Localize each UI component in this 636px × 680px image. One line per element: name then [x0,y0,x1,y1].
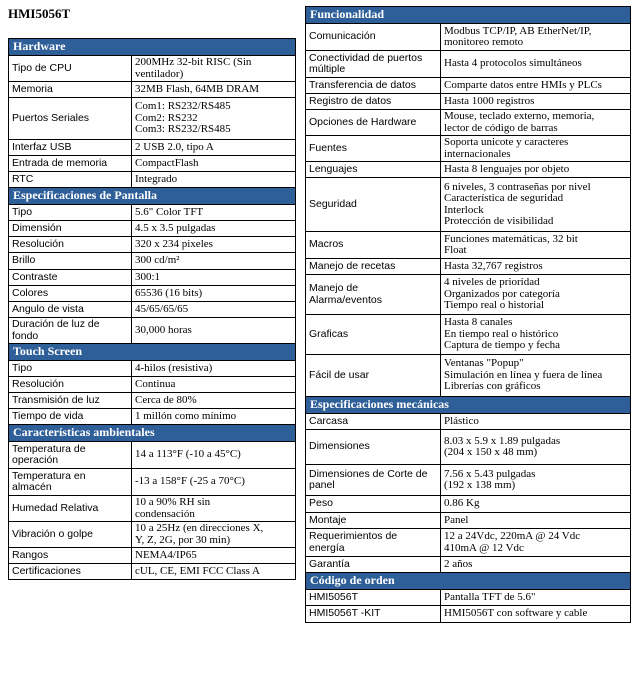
spec-label: Graficas [306,315,441,355]
spec-row [9,393,296,409]
spec-label: Contraste [9,270,132,286]
spec-row [9,361,296,377]
spec-row [306,430,631,465]
spec-label: Interfaz USB [9,140,132,156]
left-spec-table [8,38,295,580]
section-header-funcionalidad [306,7,631,24]
spec-label: HMI5056T [306,590,441,606]
section-title: Touch Screen [9,344,296,361]
spec-label: Humedad Relativa [9,496,132,522]
document-title: HMI5056T [8,6,71,21]
spec-label: Requerimientos de energía [306,529,441,557]
section-title: Especificaciones mecánicas [306,397,631,414]
spec-label: Manejo de recetas [306,259,441,275]
spec-value: Mouse, teclado externo, memoria, lector de código de barras [441,110,631,136]
spec-row [9,377,296,393]
spec-value: 200MHz 32-bit RISC (Sin ventilador) [132,56,296,82]
spec-value: 4.5 x 3.5 pulgadas [132,221,296,237]
spec-label: Colores [9,286,132,302]
spec-label: Garantía [306,557,441,573]
spec-label: Fuentes [306,136,441,162]
spec-row [306,557,631,573]
spec-row [306,513,631,529]
spec-label: Tiempo de vida [9,409,132,425]
spec-value: 2 años [441,557,631,573]
spec-label: Brillo [9,253,132,270]
spec-row [9,156,296,172]
spec-label: RTC [9,172,132,188]
spec-value: -13 a 158°F (-25 a 70°C) [132,469,296,496]
section-header-especificaciones-de-pantalla [9,188,296,205]
spec-row [306,94,631,110]
spec-value: 2 USB 2.0, tipo A [132,140,296,156]
section-title: Especificaciones de Pantalla [9,188,296,205]
spec-row [306,529,631,557]
spec-row [306,136,631,162]
spec-row [9,522,296,548]
spec-row [9,172,296,188]
spec-label: Tipo de CPU [9,56,132,82]
spec-row [306,315,631,355]
spec-row [9,253,296,270]
spec-label: Carcasa [306,414,441,430]
spec-value: CompactFlash [132,156,296,172]
spec-value: 300 cd/m² [132,253,296,270]
section-header-caracteristicas-ambientales [9,425,296,442]
spec-label: Dimensiones [306,430,441,465]
spec-label: Duración de luz de fondo [9,318,132,344]
spec-label: Comunicación [306,24,441,51]
section-title: Hardware [9,39,296,56]
spec-value: Modbus TCP/IP, AB EtherNet/IP, monitoreo remoto [441,24,631,51]
spec-value: 5.6" Color TFT [132,205,296,221]
spec-value: Funciones matemáticas, 32 bit Float [441,232,631,259]
spec-label: HMI5056T -KIT [306,606,441,623]
spec-label: Manejo de Alarma/eventos [306,275,441,315]
spec-label: Angulo de vista [9,302,132,318]
spec-label: Entrada de memoria [9,156,132,172]
spec-label: Temperatura en almacén [9,469,132,496]
section-header-codigo-de-orden [306,573,631,590]
spec-value: 12 a 24Vdc, 220mA @ 24 Vdc 410mA @ 12 Vdc [441,529,631,557]
spec-value: Hasta 32,767 registros [441,259,631,275]
spec-value: 1 millón como mínimo [132,409,296,425]
spec-value: 7.56 x 5.43 pulgadas (192 x 138 mm) [441,465,631,496]
spec-row [306,496,631,513]
spec-value: Hasta 8 canales En tiempo real o histórico Captura de tiempo y fecha [441,315,631,355]
spec-row [9,56,296,82]
right-spec-table [305,6,630,623]
spec-row [306,51,631,78]
spec-row [306,178,631,232]
spec-value: Comparte datos entre HMIs y PLCs [441,78,631,94]
spec-value: 8.03 x 5.9 x 1.89 pulgadas (204 x 150 x 48 mm) [441,430,631,465]
spec-value: Plástico [441,414,631,430]
spec-value: 32MB Flash, 64MB DRAM [132,82,296,98]
spec-label: Fácil de usar [306,355,441,397]
spec-row [9,205,296,221]
spec-row [9,270,296,286]
spec-value: Pantalla TFT de 5.6" [441,590,631,606]
spec-row [306,232,631,259]
spec-label: Resolución [9,377,132,393]
spec-value: 4 niveles de prioridad Organizados por categoría Tiempo real o historial [441,275,631,315]
spec-label: Memoria [9,82,132,98]
spec-label: Tipo [9,361,132,377]
spec-value: HMI5056T con software y cable [441,606,631,623]
spec-label: Dimensiones de Corte de panel [306,465,441,496]
spec-label: Peso [306,496,441,513]
spec-value: Integrado [132,172,296,188]
spec-row [306,414,631,430]
spec-row [9,318,296,344]
spec-value: 14 a 113°F (-10 a 45°C) [132,442,296,469]
spec-row [306,110,631,136]
spec-label: Macros [306,232,441,259]
spec-row [306,24,631,51]
spec-row [9,221,296,237]
spec-label: Rangos [9,548,132,564]
spec-value: Hasta 4 protocolos simultáneos [441,51,631,78]
spec-row [306,355,631,397]
spec-value: 30,000 horas [132,318,296,344]
section-title: Características ambientales [9,425,296,442]
spec-label: Certificaciones [9,564,132,580]
spec-label: Opciones de Hardware [306,110,441,136]
spec-label: Montaje [306,513,441,529]
section-header-especificaciones-mecanicas [306,397,631,414]
spec-row [9,409,296,425]
section-title: Funcionalidad [306,7,631,24]
spec-value: 320 x 234 pixeles [132,237,296,253]
spec-row [9,302,296,318]
spec-value: Com1: RS232/RS485 Com2: RS232 Com3: RS232/RS485 [132,98,296,140]
spec-label: Puertos Seriales [9,98,132,140]
spec-value: 300:1 [132,270,296,286]
spec-value: Hasta 8 lenguajes por objeto [441,162,631,178]
spec-row [9,140,296,156]
spec-label: Lenguajes [306,162,441,178]
spec-value: 65536 (16 bits) [132,286,296,302]
section-header-hardware [9,39,296,56]
spec-label: Transmisión de luz [9,393,132,409]
spec-row [9,496,296,522]
spec-value: 10 a 25Hz (en direcciones X, Y, Z, 2G, por 30 min) [132,522,296,548]
spec-label: Tipo [9,205,132,221]
spec-label: Registro de datos [306,94,441,110]
spec-label: Transferencia de datos [306,78,441,94]
spec-row [9,564,296,580]
spec-row [9,548,296,564]
spec-row [9,82,296,98]
spec-row [9,442,296,469]
spec-label: Temperatura de operación [9,442,132,469]
spec-value: NEMA4/IP65 [132,548,296,564]
spec-value: 6 niveles, 3 contraseñas por nivel Característica de seguridad Interlock Protección de visibilidad [441,178,631,232]
right-table [305,6,631,623]
spec-value: 10 a 90% RH sin condensación [132,496,296,522]
spec-value: 0.86 Kg [441,496,631,513]
spec-value: cUL, CE, EMI FCC Class A [132,564,296,580]
spec-row [306,162,631,178]
left-table [8,38,296,580]
spec-value: Hasta 1000 registros [441,94,631,110]
spec-row [9,98,296,140]
spec-value: Cerca de 80% [132,393,296,409]
spec-label: Resolución [9,237,132,253]
spec-value: 4-hilos (resistiva) [132,361,296,377]
spec-row [306,465,631,496]
spec-label: Conectividad de puertos múltiple [306,51,441,78]
spec-value: 45/65/65/65 [132,302,296,318]
spec-row [9,237,296,253]
spec-label: Seguridad [306,178,441,232]
section-header-touch-screen [9,344,296,361]
spec-value: Continua [132,377,296,393]
spec-value: Panel [441,513,631,529]
spec-label: Vibración o golpe [9,522,132,548]
spec-row [306,590,631,606]
spec-row [306,78,631,94]
spec-label: Dimensión [9,221,132,237]
spec-value: Ventanas "Popup" Simulación en línea y fuera de línea Librerías con gráficos [441,355,631,397]
spec-row [306,606,631,623]
spec-value: Soporta unicote y caracteres internacionales [441,136,631,162]
spec-row [306,275,631,315]
spec-row [9,286,296,302]
spec-row [9,469,296,496]
section-title: Código de orden [306,573,631,590]
spec-row [306,259,631,275]
